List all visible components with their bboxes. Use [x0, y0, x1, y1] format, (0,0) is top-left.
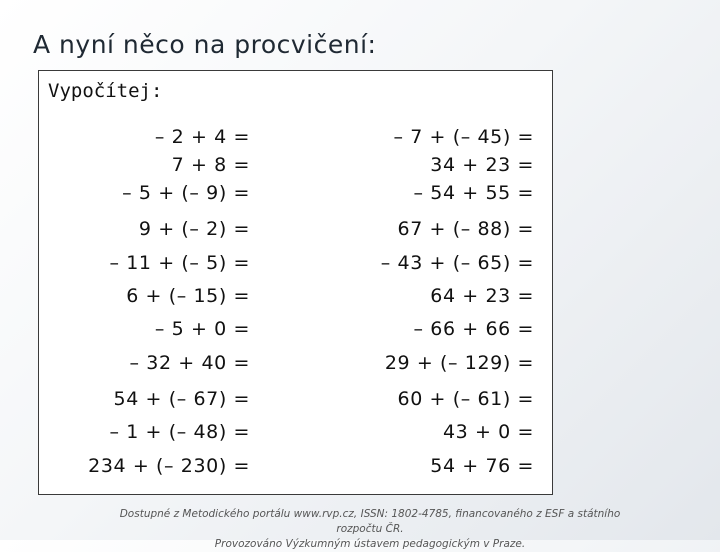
exercise-heading: Vypočítej:: [48, 80, 163, 102]
exercise-item: – 54 + 55 =: [413, 182, 534, 204]
exercise-item: – 66 + 66 =: [413, 318, 534, 340]
exercise-item: – 32 + 40 =: [129, 352, 250, 374]
exercise-item: 67 + (– 88) =: [397, 218, 534, 240]
exercise-item: – 2 + 4 =: [154, 126, 250, 148]
exercise-item: – 11 + (– 5) =: [109, 252, 250, 274]
slide-title: A nyní něco na procvičení:: [33, 30, 377, 59]
exercise-item: 43 + 0 =: [442, 421, 534, 443]
exercise-item: 29 + (– 129) =: [384, 352, 534, 374]
exercise-item: – 5 + 0 =: [154, 318, 250, 340]
exercise-item: 234 + (– 230) =: [88, 455, 250, 477]
exercise-item: 54 + 76 =: [430, 455, 534, 477]
exercise-item: – 43 + (– 65) =: [380, 252, 534, 274]
exercise-item: 6 + (– 15) =: [126, 285, 250, 307]
exercise-item: 60 + (– 61) =: [397, 388, 534, 410]
exercise-item: 64 + 23 =: [430, 285, 534, 307]
exercise-item: – 7 + (– 45) =: [393, 126, 534, 148]
footer-line-2: Provozováno Výzkumným ústavem pedagogickým v Praze.: [214, 538, 526, 550]
exercise-item: 34 + 23 =: [430, 154, 534, 176]
exercise-item: – 1 + (– 48) =: [109, 421, 250, 443]
exercise-item: 54 + (– 67) =: [113, 388, 250, 410]
exercise-item: – 5 + (– 9) =: [122, 182, 250, 204]
footer-line-1: Dostupné z Metodického portálu www.rvp.cz, ISSN: 1802-4785, financovaného z ESF a státního rozpočtu ČR.: [119, 508, 621, 535]
source-footer: [100, 507, 640, 552]
exercise-item: 9 + (– 2) =: [138, 218, 250, 240]
exercise-item: 7 + 8 =: [171, 154, 250, 176]
